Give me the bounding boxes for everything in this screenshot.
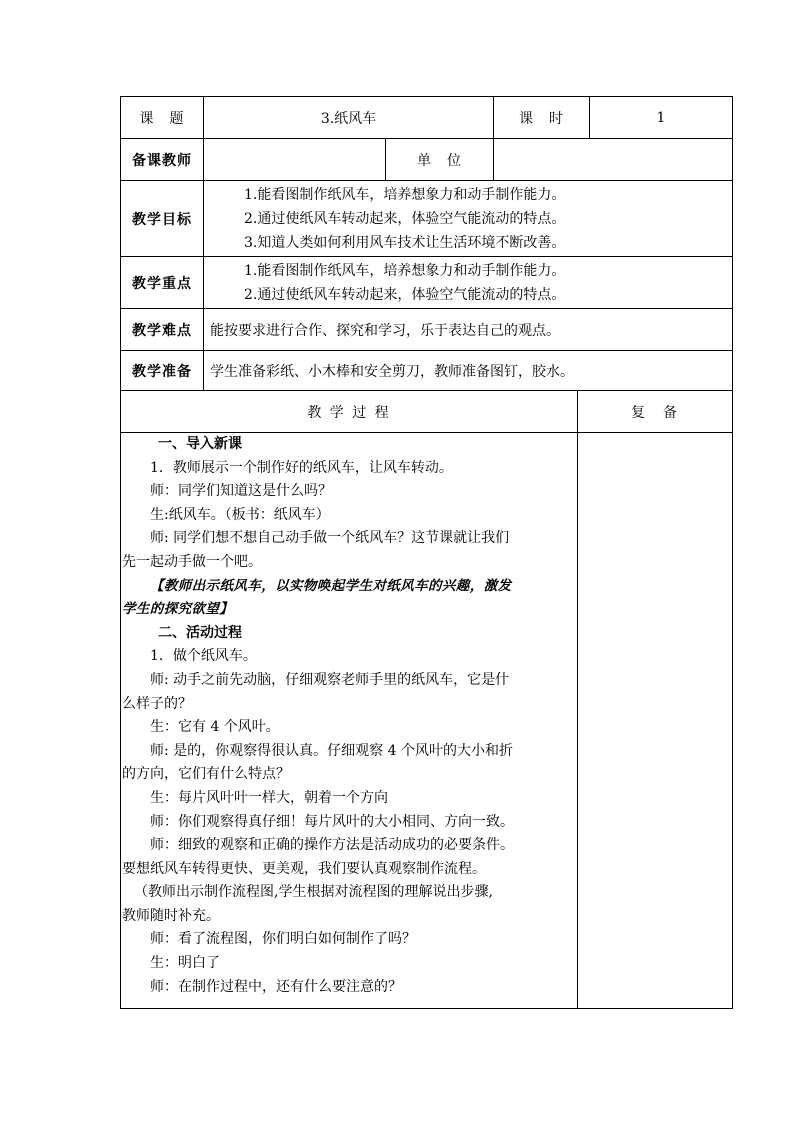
process-line: 先一起动手做一个吧。 bbox=[122, 553, 262, 570]
row-divider bbox=[120, 256, 733, 257]
unit-value bbox=[494, 139, 732, 180]
process-note: 学生的探究欲望】 bbox=[122, 601, 234, 618]
preparation-label: 教学准备 bbox=[132, 363, 192, 380]
key-points-label: 教学重点 bbox=[132, 275, 192, 292]
process-line: 1．做个纸风车。 bbox=[150, 648, 257, 665]
process-line: 教师随时补充。 bbox=[122, 907, 220, 924]
process-line: 么样子的？ bbox=[122, 695, 192, 712]
process-line: 师：你们观察得真仔细！每片风叶的大小相同、方向一致。 bbox=[150, 813, 514, 830]
table-border-bottom bbox=[120, 1008, 733, 1009]
subject-value: 3.纸风车 bbox=[320, 110, 377, 127]
period-label: 课 时 bbox=[519, 110, 564, 127]
teacher-label: 备课教师 bbox=[132, 152, 192, 169]
difficulties-value: 能按要求进行合作、探究和学习，乐于表达自己的观点。 bbox=[210, 322, 560, 339]
process-content bbox=[122, 433, 576, 999]
subject-label: 课 题 bbox=[139, 110, 185, 127]
objective-item: 2.通过使纸风车转动起来，体验空气能流动的特点。 bbox=[244, 211, 566, 227]
unit-label: 单 位 bbox=[417, 152, 462, 169]
objective-item: 1.能看图制作纸风车，培养想象力和动手制作能力。 bbox=[244, 187, 566, 203]
process-line: 师：看了流程图，你们明白如何制作了吗？ bbox=[150, 931, 416, 948]
process-line: 生：明白了 bbox=[150, 955, 220, 972]
process-line: 的方向，它们有什么特点？ bbox=[122, 766, 290, 783]
table-border-right bbox=[732, 96, 733, 1009]
process-line: 生：它有 4 个风叶。 bbox=[150, 719, 280, 736]
objectives-list bbox=[204, 183, 732, 255]
preparation-value: 学生准备彩纸、小木棒和安全剪刀，教师准备图钉，胶水。 bbox=[210, 363, 574, 380]
process-line: 师：同学们知道这是什么吗？ bbox=[150, 483, 332, 500]
objectives-label: 教学目标 bbox=[132, 211, 192, 228]
key-point-item: 1.能看图制作纸风车，培养想象力和动手制作能力。 bbox=[244, 263, 566, 279]
section-heading: 二、活动过程 bbox=[158, 624, 242, 641]
objective-item: 3.知道人类如何利用风车技术让生活环境不断改善。 bbox=[244, 235, 566, 251]
process-line: 师: 同学们想不想自己动手做一个纸风车？这节课就让我们 bbox=[150, 530, 510, 547]
process-header-label: 教 学 过 程 bbox=[307, 404, 391, 421]
row-divider bbox=[120, 180, 733, 181]
process-line: 生：每片风叶叶一样大，朝着一个方向 bbox=[150, 789, 388, 806]
teacher-value bbox=[204, 139, 385, 180]
process-line: 师：细致的观察和正确的操作方法是活动成功的必要条件。 bbox=[150, 837, 514, 854]
process-line: 生:纸风车。（板书：纸风车） bbox=[150, 506, 330, 523]
period-value: 1 bbox=[656, 109, 666, 126]
section-heading: 一、导入新课 bbox=[158, 436, 242, 452]
process-line: 要想纸风车转得更快、更美观，我们要认真观察制作流程。 bbox=[122, 860, 486, 877]
process-note: 【教师出示纸风车，以实物唤起学生对纸风车的兴趣，激发 bbox=[150, 577, 512, 594]
process-line: 1．教师展示一个制作好的纸风车，让风车转动。 bbox=[150, 459, 453, 476]
process-line: 师：在制作过程中，还有什么要注意的？ bbox=[150, 978, 402, 995]
key-points-list bbox=[204, 259, 732, 307]
key-point-item: 2.通过使纸风车转动起来，体验空气能流动的特点。 bbox=[244, 287, 566, 303]
process-line: 师: 是的，你观察得很认真。仔细观察 4 个风叶的大小和折 bbox=[150, 742, 513, 759]
review-column-cell bbox=[578, 433, 732, 1008]
process-line: 师: 动手之前先动脑，仔细观察老师手里的纸风车，它是什 bbox=[150, 671, 510, 688]
review-header-label: 复 备 bbox=[631, 404, 679, 421]
difficulties-label: 教学难点 bbox=[132, 322, 192, 339]
process-line: （教师出示制作流程图,学生根据对流程图的理解说出步骤, bbox=[134, 884, 493, 901]
